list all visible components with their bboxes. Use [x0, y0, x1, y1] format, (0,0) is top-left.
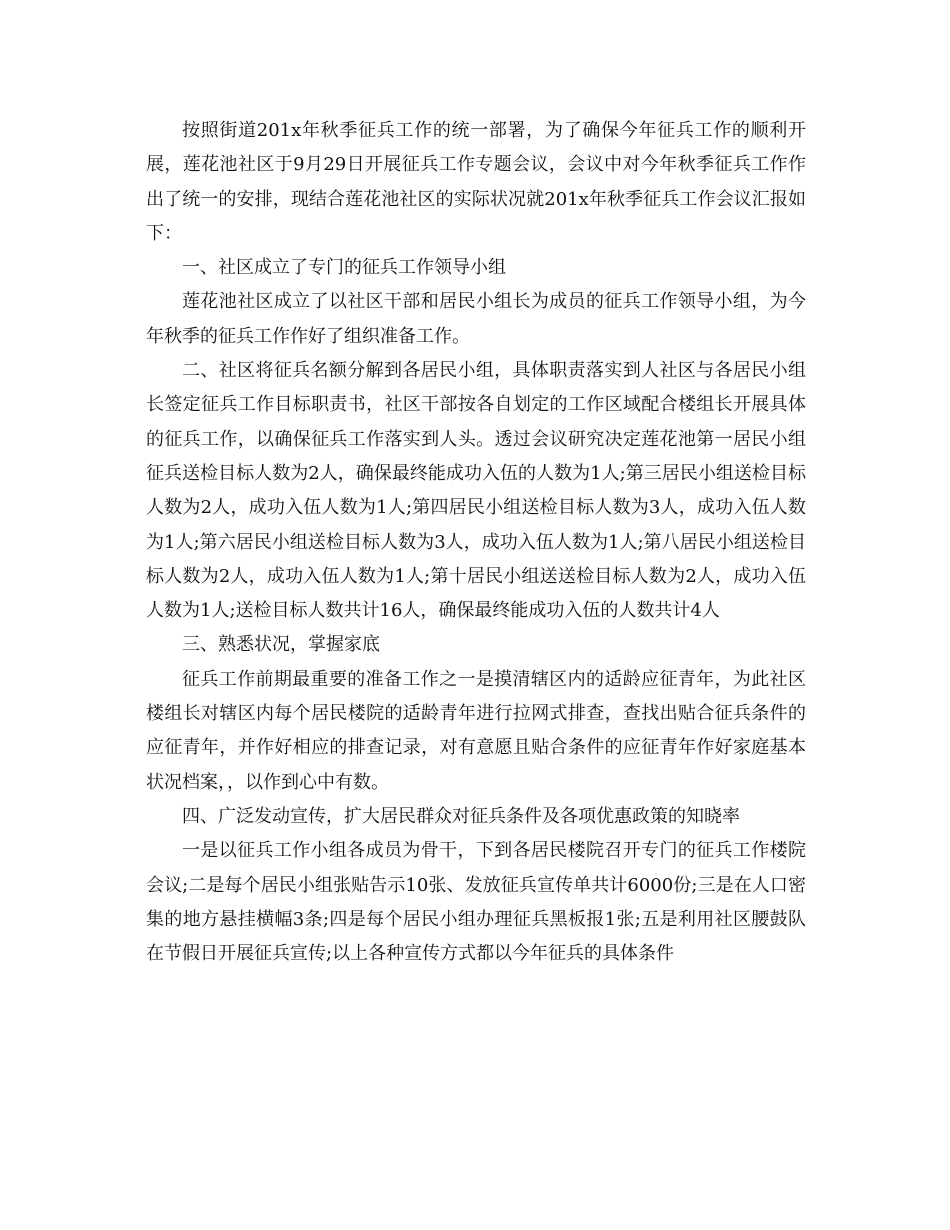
- section-paragraph-3: 征兵工作前期最重要的准备工作之一是摸清辖区内的适龄应征青年，为此社区楼组长对辖区内每个居民楼院的适龄青年进行拉网式排查，查找出贴合征兵条件的应征青年，并作好相应的排查记录，对有意愿且贴合条件的应征青年作好家庭基本状况档案，，以作到心中有数。: [146, 668, 806, 793]
- section-paragraph-2: 二、社区将征兵名额分解到各居民小组，具体职责落实到人社区与各居民小组长签定征兵工作目标职责书，社区干部按各自划定的工作区域配合楼组长开展具体的征兵工作，以确保征兵工作落实到人头。透过会议研究决定莲花池第一居民小组征兵送检目标人数为2人，确保最终能成功入伍的人数为1人;第三居民小组送检目标人数为2人，成功入伍人数为1人;第四居民小组送检目标人数为3人，成功入伍人数为1人;第六居民小组送检目标人数为3人，成功入伍人数为1人;第八居民小组送检目标人数为2人，成功入伍人数为1人;第十居民小组送送检目标人数为2人，成功入伍人数为1人;送检目标人数共计16人，确保最终能成功入伍的人数共计4人: [146, 360, 806, 622]
- document-body: [146, 114, 806, 971]
- section-heading-4: 四、广泛发动宣传，扩大居民群众对征兵条件及各项优惠政策的知晓率: [182, 805, 740, 827]
- section-heading-3: 三、熟悉状况，掌握家底: [182, 634, 380, 656]
- section-paragraph-4: 一是以征兵工作小组各成员为骨干，下到各居民楼院召开专门的征兵工作楼院会议;二是每个居民小组张贴告示10张、发放征兵宣传单共计6000份;三是在人口密集的地方悬挂横幅3条;四是每个居民小组办理征兵黑板报1张;五是利用社区腰鼓队在节假日开展征兵宣传;以上各种宣传方式都以今年征兵的具体条件: [146, 840, 806, 965]
- section-heading-1: 一、社区成立了专门的征兵工作领导小组: [182, 257, 506, 279]
- section-paragraph-1: 莲花池社区成立了以社区干部和居民小组长为成员的征兵工作领导小组，为今年秋季的征兵工作作好了组织准备工作。: [146, 291, 806, 347]
- intro-paragraph: 按照街道201x年秋季征兵工作的统一部署，为了确保今年征兵工作的顺利开展，莲花池社区于9月29日开展征兵工作专题会议，会议中对今年秋季征兵工作作出了统一的安排，现结合莲花池社区的实际状况就201x年秋季征兵工作会议汇报如下：: [146, 120, 806, 244]
